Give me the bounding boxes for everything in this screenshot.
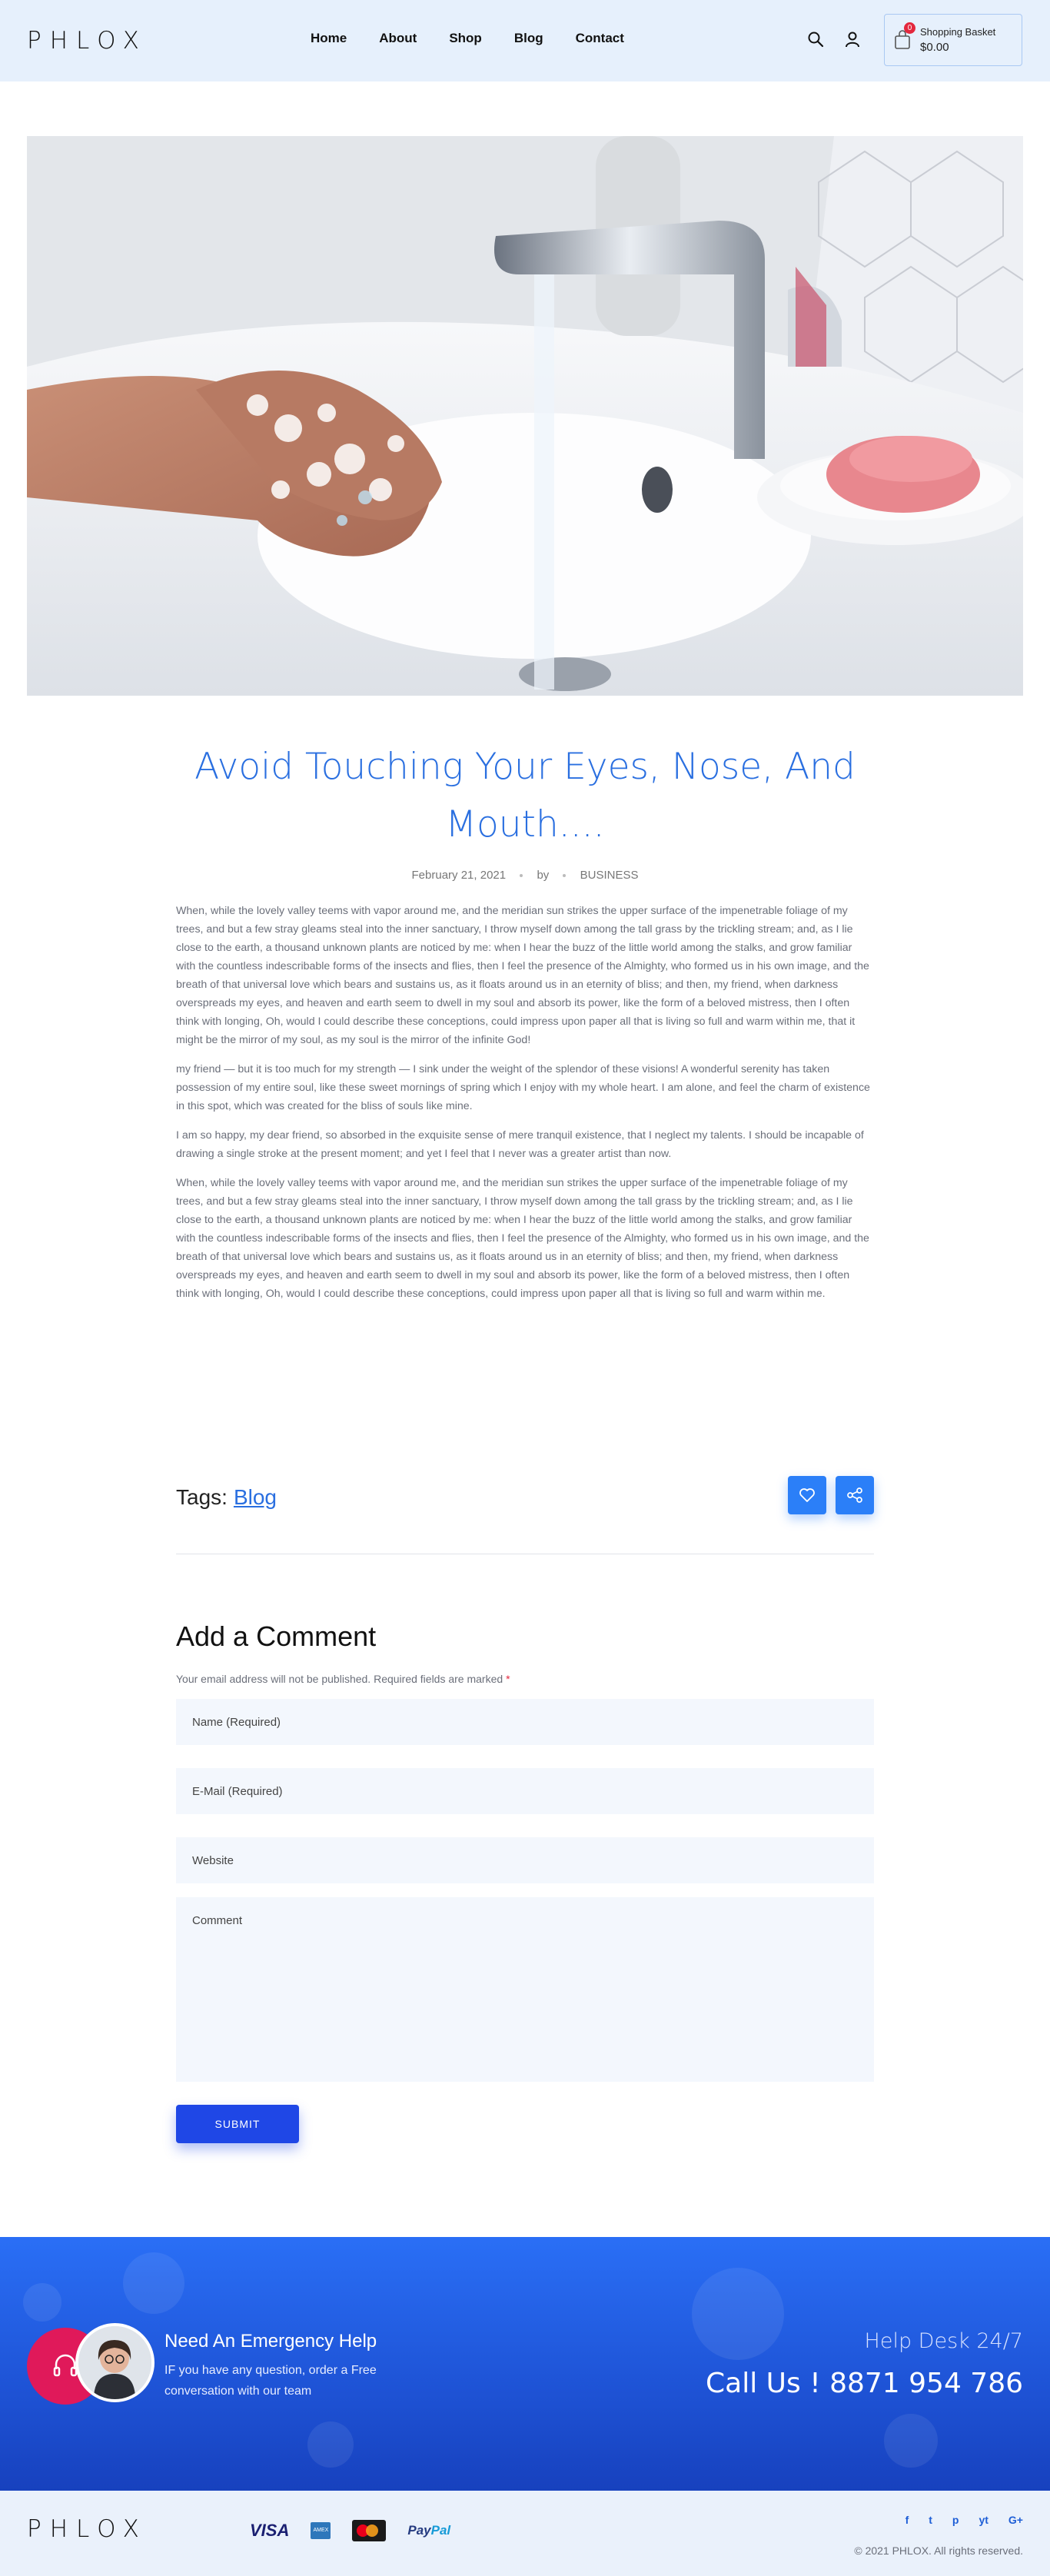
tags-label: Tags: <box>176 1485 228 1509</box>
emergency-help-band <box>0 2237 1050 2491</box>
shopping-basket[interactable] <box>884 14 1022 66</box>
help-title: Need An Emergency Help <box>164 2331 377 2352</box>
post-meta <box>176 869 874 882</box>
google-plus-icon[interactable]: G+ <box>1008 2514 1023 2526</box>
decor-bubble <box>123 2252 184 2314</box>
social-links <box>905 2514 1023 2526</box>
footer-logo[interactable]: PHLOX <box>27 2515 148 2543</box>
post-category[interactable]: BUSINESS <box>580 869 639 882</box>
header-icons <box>807 31 861 48</box>
email-field[interactable] <box>176 1768 874 1814</box>
nav-blog[interactable]: Blog <box>513 31 543 45</box>
cart-label: Shopping Basket <box>920 26 996 38</box>
share-button[interactable] <box>836 1476 874 1514</box>
cart-icon <box>894 24 912 50</box>
meta-separator <box>563 874 566 877</box>
name-field[interactable] <box>176 1699 874 1745</box>
paypal-icon: PayPal <box>407 2523 451 2538</box>
article <box>176 738 874 1314</box>
payment-cards <box>250 2520 450 2541</box>
comment-field[interactable] <box>176 1897 874 2082</box>
nav-contact[interactable]: Contact <box>575 31 624 45</box>
submit-button[interactable]: SUBMIT <box>176 2105 299 2143</box>
nav-shop[interactable]: Shop <box>449 31 482 45</box>
search-icon[interactable] <box>807 31 824 48</box>
decor-bubble <box>23 2283 61 2322</box>
share-icon <box>846 1487 863 1504</box>
site-logo[interactable]: PHLOX <box>27 27 148 55</box>
post-author-prefix: by <box>537 869 550 882</box>
facebook-icon[interactable]: f <box>905 2514 909 2526</box>
tag-link-blog[interactable]: Blog <box>233 1485 277 1509</box>
post-date[interactable]: February 21, 2021 <box>411 869 507 882</box>
post-paragraph: When, while the lovely valley teems with vapor around me, and the meridian sun strikes the upper surface of the impenetrable foliage of my trees, and but a few stray gleams steal into the inner sanctuary, I throw myself down among the tall grass by the trickling stream; and, as I lie close to the earth, a thousand unknown plants are noticed by me: when I hear the buzz of the little world among the stalks, and grow familiar with the countless indescribable forms of the insects and flies, then I feel the presence of the Almighty, who formed us in his own image, and the breath of that universal love which bears and sustains us, as it floats around us in an eternity of bliss; and then, my friend, when darkness overspreads my eyes, and heaven and earth seem to dwell in my soul and absorb its power, like the form of a beloved mistress, then I often think with longing, Oh, would I could describe these conceptions, could impress upon paper all that is living so full and warm within me, that it might be the mirror of my soul, as my soul is the mirror of the infinite God! <box>176 905 869 1046</box>
comment-note-text: Your email address will not be published. Required fields are marked <box>176 1673 503 1685</box>
pinterest-icon[interactable]: p <box>952 2514 959 2526</box>
hero-image <box>27 136 1023 696</box>
post-actions <box>788 1476 874 1514</box>
comment-title: Add a Comment <box>176 1620 377 1652</box>
post-paragraph: When, while the lovely valley teems with vapor around me, and the meridian sun strikes the upper surface of the impenetrable foliage of my trees, and but a few stray gleams steal into the inner sanctuary, I throw myself down among the tall grass by the trickling stream; and, as I lie close to the earth, a thousand unknown plants are noticed by me: when I hear the buzz of the little world among the stalks, and grow familiar with the countless indescribable forms of the insects and flies, then I feel the presence of the Almighty, who formed us in his own image, and the breath of that universal love which bears and sustains us, as it floats around us in an eternity of bliss; and then, my friend, when darkness overspreads my eyes, and heaven and earth seem to dwell in my soul and absorb its power, like the form of a beloved mistress, then I often think with longing, Oh, would I could describe these conceptions, could impress upon paper all that is living so full and warm within me. <box>176 1177 869 1300</box>
meta-separator <box>520 874 523 877</box>
call-us-number[interactable]: Call Us ! 8871 954 786 <box>706 2368 1023 2399</box>
decor-bubble <box>692 2268 784 2360</box>
site-header <box>0 0 1050 81</box>
website-field[interactable] <box>176 1837 874 1883</box>
twitter-icon[interactable]: t <box>929 2514 932 2526</box>
cart-total: $0.00 <box>920 41 949 54</box>
required-mark: * <box>506 1673 510 1685</box>
support-avatar <box>75 2323 155 2402</box>
post-paragraph: my friend — but it is too much for my strength — I sink under the weight of the splendor of these visions! A wonderful serenity has taken possession of my entire soul, like these sweet mornings of spring which I enjoy with my whole heart. I am alone, and feel the charm of existence in this spot, which was created for the bliss of souls like mine. <box>176 1063 870 1112</box>
youtube-icon[interactable]: yt <box>979 2514 989 2526</box>
main-nav <box>311 31 656 46</box>
nav-home[interactable]: Home <box>311 31 347 45</box>
post-paragraph: I am so happy, my dear friend, so absorbed in the exquisite sense of mere tranquil existence, that I neglect my talents. I should be incapable of drawing a single stroke at the present moment; and yet I feel that I never was a greater artist than now. <box>176 1129 864 1160</box>
decor-bubble <box>307 2421 354 2468</box>
heart-icon <box>799 1487 816 1503</box>
visa-icon: VISA <box>250 2521 290 2540</box>
like-button[interactable] <box>788 1476 826 1514</box>
help-desk-label: Help Desk 24/7 <box>864 2329 1023 2353</box>
nav-about[interactable]: About <box>379 31 417 45</box>
site-footer <box>0 2491 1050 2576</box>
cart-count-badge: 0 <box>904 22 915 34</box>
copyright: © 2021 PHLOX. All rights reserved. <box>854 2544 1023 2557</box>
comment-section <box>176 1620 874 2143</box>
amex-icon: AMEX <box>311 2522 331 2539</box>
post-body <box>176 902 874 1303</box>
decor-bubble <box>884 2414 938 2468</box>
comment-note <box>176 1673 874 1685</box>
help-text: IF you have any question, order a Free conversation with our team <box>164 2364 377 2398</box>
user-icon[interactable] <box>844 31 861 48</box>
mastercard-icon <box>352 2520 386 2541</box>
post-title: Avoid Touching Your Eyes, Nose, And Mouth.... <box>194 746 856 846</box>
tags-row <box>176 1476 874 1519</box>
